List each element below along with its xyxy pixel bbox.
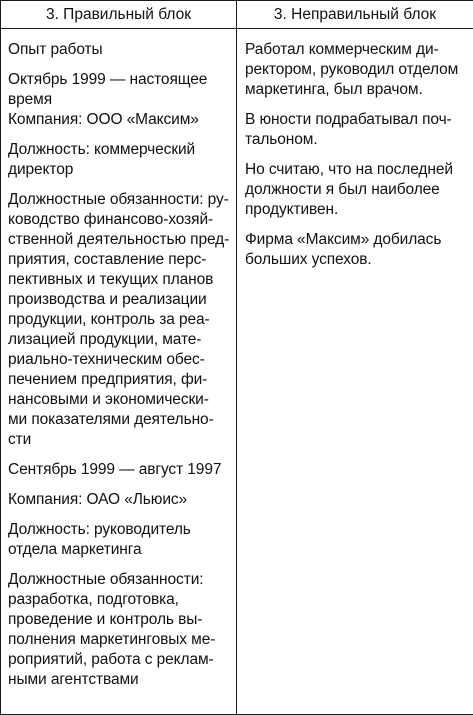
content-row <box>1 29 473 715</box>
incorrect-paragraph-1: Работал коммерческим ди- ректором, руководил отделом маркетинга, был врачом. <box>245 41 459 98</box>
job-1-position: Должность: коммерческий директор <box>8 141 196 178</box>
incorrect-block-cell <box>237 29 473 715</box>
incorrect-block-header: 3. Неправильный блок <box>237 1 473 29</box>
correct-block-header: 3. Правильный блок <box>1 1 237 29</box>
job-1-period-company: Октябрь 1999 — настоящее время Компания: ООО «Максим» <box>8 71 208 128</box>
correct-block-content <box>1 29 236 690</box>
incorrect-block-content <box>237 29 473 270</box>
incorrect-paragraph-4: Фирма «Максим» добилась больших успехов. <box>245 231 442 268</box>
incorrect-paragraph-3: Но считаю, что на последней должности я был наиболее продуктивен. <box>245 161 453 218</box>
header-row <box>1 1 473 29</box>
job-2-period: Сентябрь 1999 — август 1997 <box>8 461 222 478</box>
job-2-position: Должность: руководитель отдела маркетинга <box>8 521 191 558</box>
incorrect-paragraph-2: В юности подрабатывал поч- тальоном. <box>245 111 452 148</box>
correct-block-cell <box>1 29 237 715</box>
section-title-experience: Опыт работы <box>8 41 103 58</box>
job-2-company: Компания: ОАО «Льюис» <box>8 491 188 508</box>
job-2-duties: Должностные обязанности: разработка, подготовка, проведение и контроль вы- полнения маркетинговых ме- роприятий, работа с реклам- ными агентствами <box>8 571 216 688</box>
job-1-duties: Должностные обязанности: ру- ководство финансово-хозяй- ственной деятельностью пред- приятия, составление перс- пективных и текущих планов производства и реализации продукции, контроль за реа- лизацией продукции, мате- риально-техническим обес- печением предприятия, фи- нансовыми и экономически- ми показателями деятельно- сти <box>8 191 230 448</box>
